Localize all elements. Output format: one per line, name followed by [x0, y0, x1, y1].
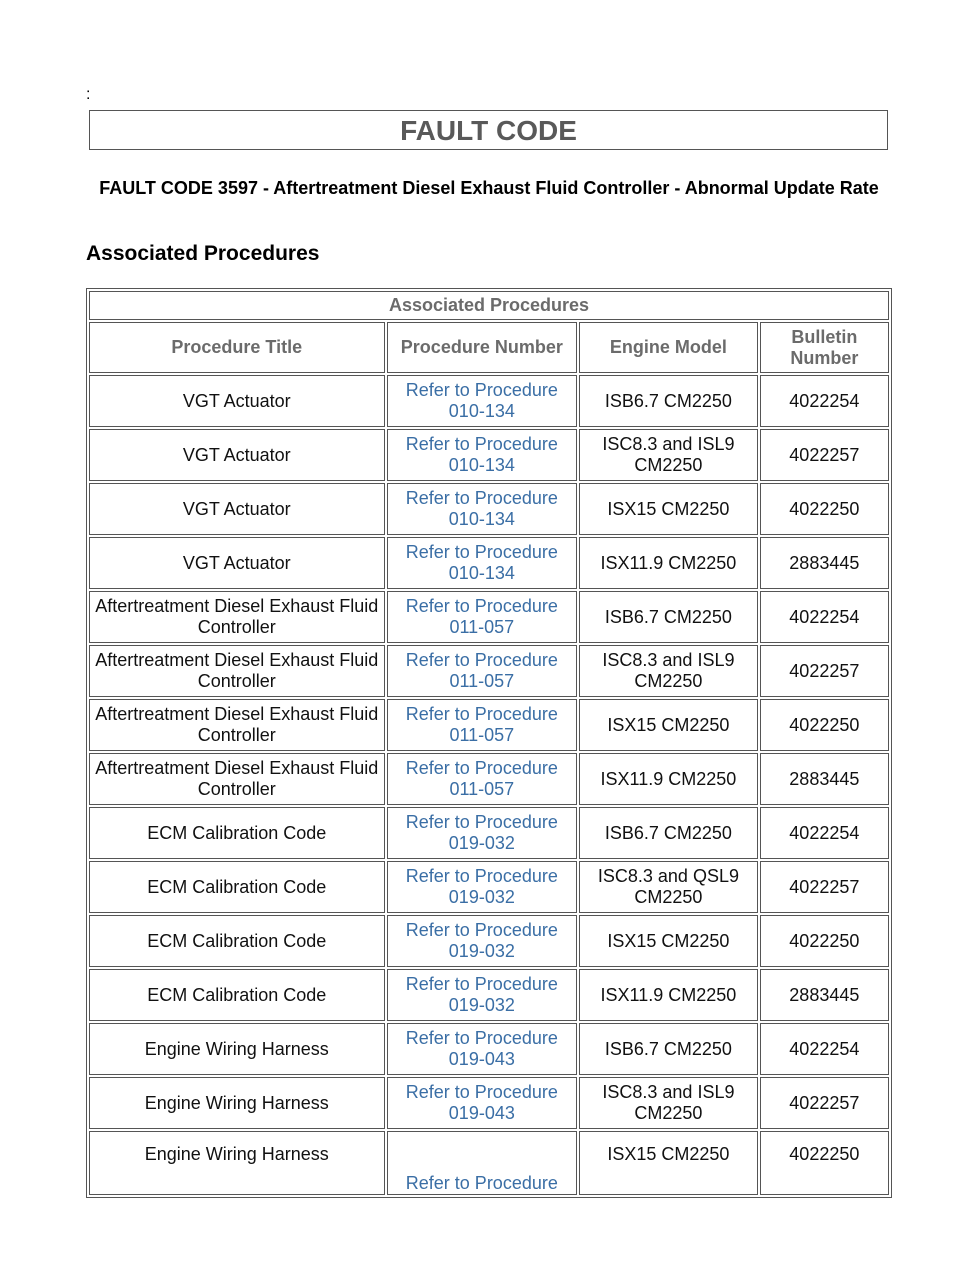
fault-code-heading: FAULT CODE 3597 - Aftertreatment Diesel Exhaust Fluid Controller - Abnormal Update Rate [99, 178, 879, 198]
procedure-title-cell: Engine Wiring Harness [89, 1131, 385, 1195]
procedure-number-link[interactable]: 011-057 [449, 779, 515, 799]
procedure-link-label[interactable]: Refer to Procedure [405, 380, 558, 400]
bulletin-number-cell: 4022254 [760, 591, 889, 643]
table-row [89, 375, 889, 427]
procedure-title-cell: Engine Wiring Harness [89, 1023, 385, 1075]
column-header-engine-model: Engine Model [579, 322, 758, 373]
table-row [89, 699, 889, 751]
bulletin-number-cell: 4022250 [760, 699, 889, 751]
engine-model-cell: ISC8.3 and QSL9 CM2250 [579, 861, 758, 913]
procedure-number-link[interactable]: 011-057 [449, 617, 515, 637]
column-header-procedure-number: Procedure Number [387, 322, 578, 373]
section-heading: Associated Procedures [86, 242, 320, 265]
bulletin-number-cell: 4022254 [760, 1023, 889, 1075]
procedure-link-label[interactable]: Refer to Procedure [405, 596, 558, 616]
column-header-title: Procedure Title [89, 322, 385, 373]
table-row [89, 969, 889, 1021]
bulletin-number-cell: 4022250 [760, 1131, 889, 1195]
procedure-link-cell[interactable] [387, 375, 578, 427]
table-row [89, 915, 889, 967]
engine-model-cell: ISX15 CM2250 [579, 1131, 758, 1195]
procedure-title-cell: Aftertreatment Diesel Exhaust Fluid Controller [89, 753, 385, 805]
engine-model-cell: ISB6.7 CM2250 [579, 807, 758, 859]
procedure-link-cell[interactable] [387, 807, 578, 859]
bulletin-number-cell: 4022250 [760, 915, 889, 967]
table-row [89, 1077, 889, 1129]
bulletin-number-cell: 2883445 [760, 969, 889, 1021]
procedure-link-cell[interactable] [387, 915, 578, 967]
engine-model-cell: ISX11.9 CM2250 [579, 969, 758, 1021]
procedure-title-cell: ECM Calibration Code [89, 861, 385, 913]
procedure-link-label[interactable]: Refer to Procedure [405, 974, 558, 994]
procedure-link-label[interactable]: Refer to Procedure [405, 812, 558, 832]
procedure-link-cell[interactable] [387, 645, 578, 697]
table-row [89, 753, 889, 805]
procedure-title-cell: ECM Calibration Code [89, 969, 385, 1021]
procedure-title-cell: Aftertreatment Diesel Exhaust Fluid Controller [89, 591, 385, 643]
table-row [89, 645, 889, 697]
bulletin-number-cell: 4022257 [760, 1077, 889, 1129]
table-caption: Associated Procedures [89, 291, 889, 320]
engine-model-cell: ISX11.9 CM2250 [579, 537, 758, 589]
procedure-number-link[interactable]: 019-032 [448, 941, 515, 961]
procedure-link-label[interactable]: Refer to Procedure [405, 866, 558, 886]
procedure-number-link[interactable]: 019-032 [448, 833, 515, 853]
table-row [89, 861, 889, 913]
procedure-link-cell[interactable] [387, 1131, 578, 1195]
bulletin-number-cell: 4022254 [760, 375, 889, 427]
table-row [89, 483, 889, 535]
engine-model-cell: ISB6.7 CM2250 [579, 1023, 758, 1075]
procedure-title-cell: ECM Calibration Code [89, 915, 385, 967]
procedure-title-cell: Aftertreatment Diesel Exhaust Fluid Controller [89, 645, 385, 697]
procedure-title-cell: Aftertreatment Diesel Exhaust Fluid Controller [89, 699, 385, 751]
procedure-link-cell[interactable] [387, 591, 578, 643]
procedure-link-label[interactable]: Refer to Procedure [405, 488, 558, 508]
bulletin-number-cell: 2883445 [760, 753, 889, 805]
procedure-title-cell: Engine Wiring Harness [89, 1077, 385, 1129]
page-marker: : [86, 86, 91, 103]
procedure-link-label[interactable]: Refer to Procedure [405, 920, 558, 940]
procedure-link-label[interactable]: Refer to Procedure [405, 1028, 558, 1048]
procedure-number-link[interactable]: 019-043 [448, 1103, 515, 1123]
procedure-title-cell: VGT Actuator [89, 537, 385, 589]
procedure-link-cell[interactable] [387, 1023, 578, 1075]
table-row [89, 429, 889, 481]
procedure-number-link[interactable]: 019-032 [448, 887, 515, 907]
table-body [89, 375, 889, 1195]
bulletin-number-cell: 4022257 [760, 429, 889, 481]
procedure-link-cell[interactable] [387, 753, 578, 805]
procedure-link-label[interactable]: Refer to Procedure [405, 704, 558, 724]
procedure-link-cell[interactable] [387, 861, 578, 913]
table-row [89, 537, 889, 589]
procedure-number-link[interactable]: 010-134 [448, 509, 515, 529]
procedure-title-cell: VGT Actuator [89, 429, 385, 481]
engine-model-cell: ISX15 CM2250 [579, 483, 758, 535]
engine-model-cell: ISB6.7 CM2250 [579, 375, 758, 427]
procedure-number-link[interactable]: 010-134 [448, 563, 515, 583]
bulletin-number-cell: 4022254 [760, 807, 889, 859]
engine-model-cell: ISC8.3 and ISL9 CM2250 [579, 1077, 758, 1129]
procedure-link-cell[interactable] [387, 1077, 578, 1129]
procedure-number-link[interactable]: 010-134 [448, 455, 515, 475]
bulletin-number-cell: 2883445 [760, 537, 889, 589]
table-row [89, 807, 889, 859]
procedure-link-cell[interactable] [387, 483, 578, 535]
procedure-link-cell[interactable] [387, 429, 578, 481]
engine-model-cell: ISB6.7 CM2250 [579, 591, 758, 643]
engine-model-cell: ISX15 CM2250 [579, 699, 758, 751]
procedures-table-container [86, 288, 892, 1193]
procedure-title-cell: ECM Calibration Code [89, 807, 385, 859]
procedure-number-link[interactable]: 010-134 [448, 401, 515, 421]
engine-model-cell: ISX15 CM2250 [579, 915, 758, 967]
procedure-number-link[interactable]: 019-043 [448, 1049, 515, 1069]
procedure-link-label[interactable]: Refer to Procedure [405, 1173, 558, 1193]
procedure-title-cell: VGT Actuator [89, 375, 385, 427]
procedure-number-link[interactable]: 011-057 [449, 725, 515, 745]
procedure-number-link[interactable]: 019-032 [448, 995, 515, 1015]
engine-model-cell: ISX11.9 CM2250 [579, 753, 758, 805]
engine-model-cell: ISC8.3 and ISL9 CM2250 [579, 645, 758, 697]
procedure-title-cell: VGT Actuator [89, 483, 385, 535]
engine-model-cell: ISC8.3 and ISL9 CM2250 [579, 429, 758, 481]
procedure-link-label[interactable]: Refer to Procedure [405, 1082, 558, 1102]
procedure-link-label[interactable]: Refer to Procedure [405, 542, 558, 562]
table-row [89, 1023, 889, 1075]
procedure-number-link[interactable]: 011-057 [449, 671, 515, 691]
column-header-bulletin-number: Bulletin Number [760, 322, 889, 373]
procedure-link-label[interactable]: Refer to Procedure [405, 434, 558, 454]
table-row [89, 591, 889, 643]
bulletin-number-cell: 4022257 [760, 861, 889, 913]
procedure-link-label[interactable]: Refer to Procedure [405, 650, 558, 670]
bulletin-number-cell: 4022257 [760, 645, 889, 697]
procedures-table [86, 288, 892, 1198]
procedure-link-cell[interactable] [387, 699, 578, 751]
table-row [89, 1131, 889, 1195]
procedure-link-cell[interactable] [387, 537, 578, 589]
procedure-link-label[interactable]: Refer to Procedure [405, 758, 558, 778]
bulletin-number-cell: 4022250 [760, 483, 889, 535]
procedure-link-cell[interactable] [387, 969, 578, 1021]
page-title-banner: FAULT CODE [89, 110, 888, 150]
